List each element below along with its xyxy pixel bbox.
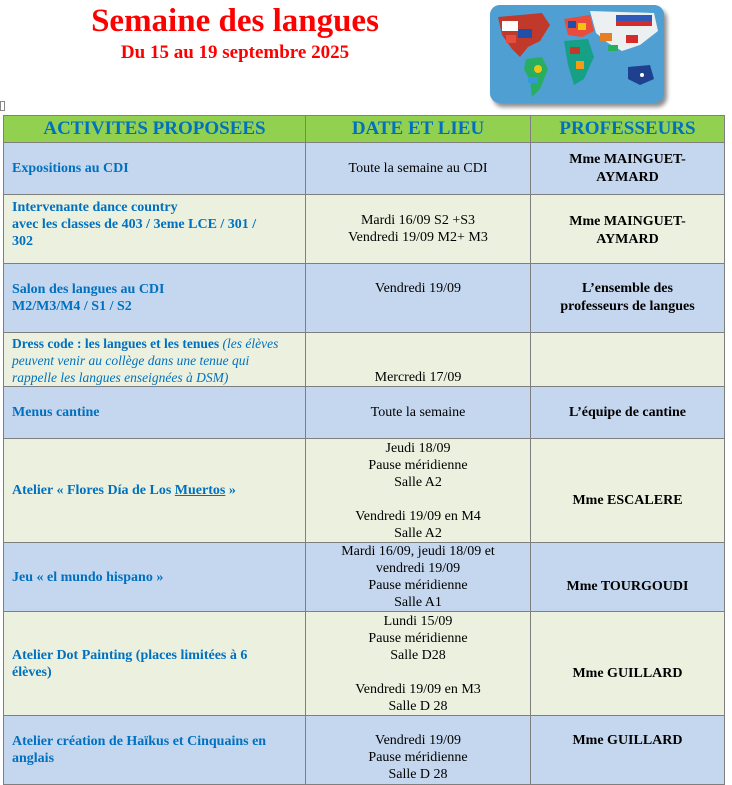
teacher-cell: [531, 264, 725, 333]
date-text: vendredi 19/09: [375, 561, 461, 576]
activity-text: Atelier Dot Painting (places limitées à 6: [12, 647, 248, 663]
teacher-cell: [531, 439, 725, 543]
page-subtitle: Du 15 au 19 septembre 2025: [120, 42, 350, 63]
activities-table: [3, 115, 725, 785]
activity-text: Atelier création de Haïkus et Cinquains en: [12, 734, 267, 749]
date-text: Pause méridienne: [368, 630, 468, 646]
activity-text: Expositions au CDI: [12, 161, 129, 176]
table-move-handle[interactable]: [0, 101, 5, 111]
activity-text: M2/M3/M4 / S1 / S2: [12, 299, 132, 314]
date-text: Vendredi 19/09 en M3: [355, 681, 481, 697]
activity-text: anglais: [12, 751, 55, 766]
activity-cell: [4, 143, 306, 195]
date-text: Mardi 16/09 S2 +S3: [360, 213, 476, 228]
activity-text: Jeu « el mundo hispano »: [12, 569, 164, 585]
page-title: Semaine des langues: [91, 3, 379, 39]
date-cell: [306, 195, 531, 264]
date-cell: [306, 716, 531, 785]
date-text: Salle A2: [394, 474, 442, 490]
table-row: [4, 612, 725, 716]
teacher-text: professeurs de langues: [560, 299, 695, 314]
date-text: Pause méridienne: [368, 457, 468, 473]
teacher-text: Mme MAINGUET-AYMARD: [569, 214, 686, 247]
teacher-text: Mme MAINGUET-AYMARD: [569, 151, 686, 185]
activity-cell: [4, 333, 306, 387]
date-text: Toute la semaine: [370, 405, 466, 420]
teacher-cell: [531, 333, 725, 387]
activity-text: »: [225, 483, 236, 498]
activity-text: Atelier « Flores Día de Los: [12, 483, 175, 498]
activity-text: Salon des langues au CDI: [12, 282, 165, 297]
activity-text: élèves): [12, 664, 52, 680]
teacher-text: Mme TOURGOUDI: [566, 579, 689, 594]
activity-text: Intervenante dance country: [12, 200, 178, 215]
header-date-place: DATE ET LIEU: [306, 116, 531, 143]
date-cell: [306, 439, 531, 543]
teacher-cell: [531, 543, 725, 612]
table-row: [4, 264, 725, 333]
table-row: [4, 333, 725, 387]
header-teachers: PROFESSEURS: [531, 116, 725, 143]
table-row: [4, 143, 725, 195]
table-row: [4, 387, 725, 439]
teacher-text: Mme GUILLARD: [572, 733, 683, 748]
activity-cell: [4, 612, 306, 716]
teacher-text: L’équipe de cantine: [569, 404, 686, 420]
date-text: Salle A1: [394, 595, 442, 610]
activity-cell: [4, 439, 306, 543]
date-text: Vendredi 19/09: [375, 732, 461, 748]
world-flags-map-icon: [490, 5, 664, 103]
date-text: Vendredi 19/09 en M4: [355, 508, 481, 524]
activity-text: avec les classes de 403 / 3eme LCE / 301 /: [12, 217, 257, 232]
date-text: Lundi 15/09: [383, 613, 453, 629]
teacher-cell: [531, 716, 725, 785]
date-text: Salle D 28: [388, 766, 448, 782]
date-text: Mardi 16/09, jeudi 18/09 et: [341, 544, 495, 559]
activity-text: 302: [12, 234, 33, 249]
activity-text: Menus cantine: [12, 405, 100, 420]
date-text: Salle A2: [394, 525, 442, 541]
activity-cell: [4, 195, 306, 264]
date-text: Jeudi 18/09: [385, 440, 451, 456]
date-text: Toute la semaine au CDI: [348, 161, 488, 176]
table-row: [4, 543, 725, 612]
teacher-cell: [531, 143, 725, 195]
teacher-cell: [531, 612, 725, 716]
date-text: Vendredi 19/09: [375, 281, 461, 296]
activity-text: Dress code : les langues et les tenues: [12, 336, 220, 351]
date-text: Pause méridienne: [368, 578, 468, 593]
activity-note: (les élèves peuvent venir au collège dans une tenue qui rappelle les langues enseignées à DSM): [12, 336, 279, 385]
table-row: [4, 439, 725, 543]
teacher-text: Mme ESCALERE: [572, 492, 683, 508]
date-cell: [306, 333, 531, 387]
date-text: Salle D 28: [388, 698, 448, 714]
table-row: [4, 195, 725, 264]
teacher-text: Mme GUILLARD: [572, 665, 683, 681]
date-text: Vendredi 19/09 M2+ M3: [348, 230, 488, 245]
date-cell: [306, 543, 531, 612]
activity-underlined-text: Muertos: [174, 483, 226, 498]
table-header-row: [4, 116, 725, 143]
activity-cell: [4, 716, 306, 785]
date-text: Pause méridienne: [368, 749, 468, 765]
date-cell: [306, 143, 531, 195]
teacher-cell: [531, 387, 725, 439]
date-text: Mercredi 17/09: [374, 370, 462, 385]
date-cell: [306, 387, 531, 439]
activity-cell: [4, 387, 306, 439]
header-activities: ACTIVITES PROPOSEES: [4, 116, 306, 143]
teacher-text: L’ensemble des: [582, 281, 673, 296]
date-cell: [306, 264, 531, 333]
date-text: Salle D28: [390, 647, 446, 663]
activity-cell: [4, 264, 306, 333]
teacher-cell: [531, 195, 725, 264]
table-row: [4, 716, 725, 785]
date-cell: [306, 612, 531, 716]
activity-cell: [4, 543, 306, 612]
